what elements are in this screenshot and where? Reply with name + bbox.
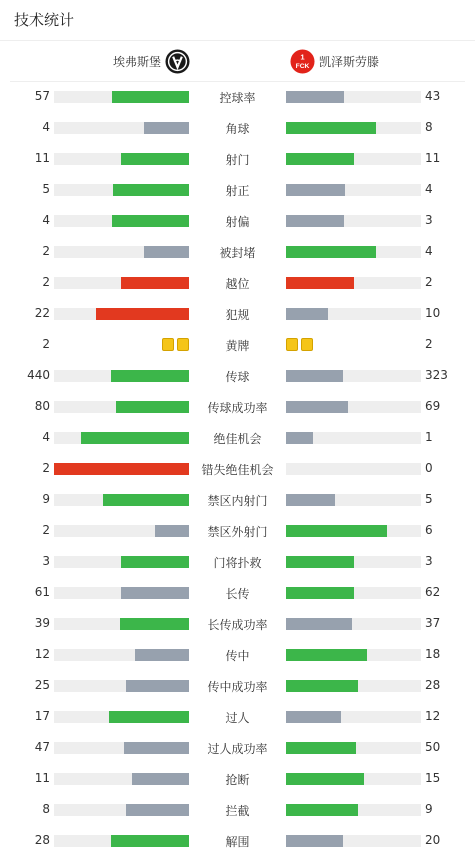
home-stat-bar-fill <box>135 649 189 661</box>
home-stat-bar <box>54 711 189 723</box>
home-stat-bar <box>54 308 189 320</box>
away-stat-bar-fill <box>286 370 343 382</box>
stat-row <box>0 732 475 763</box>
stat-label: 越位 <box>225 277 250 291</box>
stat-label: 黄牌 <box>225 339 250 353</box>
stat-row <box>0 608 475 639</box>
home-stat-value: 28 <box>34 833 50 847</box>
yellow-card-icon <box>162 338 174 351</box>
away-stat-bar <box>286 525 421 537</box>
stat-label: 犯规 <box>225 308 250 322</box>
fck-crest-number: 1 <box>300 52 305 62</box>
stat-row <box>0 763 475 794</box>
home-stat-bar <box>54 432 189 444</box>
away-stat-bar <box>286 649 421 661</box>
home-stat-bar-fill <box>126 804 189 816</box>
stat-row <box>0 546 475 577</box>
home-stat-value: 80 <box>34 399 50 413</box>
home-stat-value: 12 <box>34 647 50 661</box>
away-stat-bar <box>286 463 421 475</box>
away-stat-bar <box>286 804 421 816</box>
stat-row <box>0 205 475 236</box>
away-stat-bar-fill <box>286 804 358 816</box>
home-stat-bar-fill <box>121 556 189 568</box>
away-stat-bar <box>286 680 421 692</box>
home-stat-value: 440 <box>27 368 50 382</box>
home-stat-value: 57 <box>34 89 50 103</box>
away-stat-bar-fill <box>286 277 354 289</box>
away-stat-bar-fill <box>286 246 376 258</box>
home-stat-value: 22 <box>34 306 50 320</box>
away-stat-bar <box>286 401 421 413</box>
home-stat-bar-fill <box>121 153 189 165</box>
home-stat-bar-fill <box>124 742 189 754</box>
away-stat-value: 4 <box>425 244 433 258</box>
stat-row <box>0 267 475 298</box>
away-stat-value: 9 <box>425 802 433 816</box>
away-stat-value: 1 <box>425 430 433 444</box>
stat-label: 控球率 <box>219 91 256 105</box>
home-stat-bar <box>54 804 189 816</box>
home-stat-bar <box>54 246 189 258</box>
stats-list <box>0 81 475 856</box>
stat-label: 禁区内射门 <box>207 494 268 508</box>
home-yellow-cards <box>162 338 189 351</box>
away-stat-value: 0 <box>425 461 433 475</box>
away-stat-value: 15 <box>425 771 441 785</box>
away-stat-value: 4 <box>425 182 433 196</box>
home-stat-bar <box>54 401 189 413</box>
away-stat-bar <box>286 587 421 599</box>
away-stat-bar-fill <box>286 587 354 599</box>
stat-label: 长传 <box>225 587 250 601</box>
away-stat-bar <box>286 277 421 289</box>
home-stat-value: 2 <box>42 461 50 475</box>
stat-row <box>0 112 475 143</box>
away-stat-bar-fill <box>286 773 364 785</box>
home-stat-bar-fill <box>109 711 189 723</box>
home-stat-bar-fill <box>111 370 189 382</box>
home-stat-value: 4 <box>42 120 50 134</box>
away-stat-bar-fill <box>286 494 335 506</box>
away-stat-value: 2 <box>425 337 433 351</box>
home-stat-bar <box>54 122 189 134</box>
away-stat-bar <box>286 835 421 847</box>
home-stat-bar <box>54 525 189 537</box>
home-stat-value: 3 <box>42 554 50 568</box>
away-stat-value: 2 <box>425 275 433 289</box>
home-stat-bar <box>54 587 189 599</box>
home-stat-bar-fill <box>54 463 189 475</box>
away-stat-bar <box>286 153 421 165</box>
stat-label: 传球 <box>225 370 250 384</box>
stat-label: 传球成功率 <box>207 401 268 415</box>
away-stat-bar-fill <box>286 308 328 320</box>
away-stat-value: 10 <box>425 306 441 320</box>
home-stat-value: 2 <box>42 275 50 289</box>
away-stat-bar <box>286 742 421 754</box>
away-stat-value: 3 <box>425 554 433 568</box>
away-stat-bar <box>286 432 421 444</box>
away-stat-value: 11 <box>425 151 441 165</box>
stat-label: 门将扑救 <box>213 556 262 570</box>
away-stat-bar <box>286 91 421 103</box>
home-stat-bar <box>54 153 189 165</box>
away-stat-bar-fill <box>286 91 344 103</box>
stat-label: 长传成功率 <box>207 618 268 632</box>
home-stat-bar <box>54 494 189 506</box>
fck-crest-icon <box>290 49 315 74</box>
away-stat-bar <box>286 215 421 227</box>
stat-row <box>0 236 475 267</box>
away-stat-bar-fill <box>286 525 387 537</box>
stat-label: 抢断 <box>225 773 250 787</box>
away-stat-bar-fill <box>286 184 345 196</box>
home-stat-value: 61 <box>34 585 50 599</box>
away-stat-value: 37 <box>425 616 441 630</box>
away-stat-value: 6 <box>425 523 433 537</box>
stat-row <box>0 701 475 732</box>
stat-row <box>0 484 475 515</box>
home-stat-value: 47 <box>34 740 50 754</box>
stat-label: 射正 <box>225 184 250 198</box>
home-team <box>113 48 190 74</box>
stat-label: 解围 <box>225 835 250 849</box>
away-stat-value: 3 <box>425 213 433 227</box>
away-stat-value: 62 <box>425 585 441 599</box>
away-stat-bar-fill <box>286 711 341 723</box>
away-stat-value: 28 <box>425 678 441 692</box>
stat-label: 拦截 <box>225 804 250 818</box>
home-stat-bar-fill <box>112 215 189 227</box>
stat-row <box>0 143 475 174</box>
stat-label: 传中 <box>225 649 250 663</box>
home-stat-bar-fill <box>121 277 189 289</box>
away-stat-value: 8 <box>425 120 433 134</box>
away-stat-bar <box>286 184 421 196</box>
stat-label: 错失绝佳机会 <box>201 463 274 477</box>
stat-row <box>0 422 475 453</box>
home-stat-bar-fill <box>113 184 189 196</box>
page-title: 技术统计 <box>14 11 75 29</box>
home-stat-value: 9 <box>42 492 50 506</box>
stat-row <box>0 577 475 608</box>
stat-label: 过人成功率 <box>207 742 268 756</box>
away-team-name: 凯泽斯劳滕 <box>319 54 380 69</box>
home-stat-bar-fill <box>81 432 189 444</box>
home-stat-bar-fill <box>96 308 189 320</box>
away-stat-bar-fill <box>286 649 367 661</box>
home-stat-value: 2 <box>42 523 50 537</box>
away-stat-bar-fill <box>286 122 376 134</box>
stat-label: 射门 <box>225 153 250 167</box>
away-team <box>290 48 379 74</box>
home-stat-bar <box>54 184 189 196</box>
away-stat-bar <box>286 618 421 630</box>
away-stat-bar <box>286 556 421 568</box>
home-stat-bar <box>54 370 189 382</box>
home-team-name: 埃弗斯堡 <box>112 54 161 69</box>
home-stat-bar-fill <box>132 773 189 785</box>
away-stat-value: 69 <box>425 399 441 413</box>
home-stat-value: 2 <box>42 244 50 258</box>
away-stat-bar-fill <box>286 215 344 227</box>
away-stat-bar-fill <box>286 153 354 165</box>
stat-row <box>0 360 475 391</box>
home-stat-value: 25 <box>34 678 50 692</box>
home-stat-bar <box>54 835 189 847</box>
home-stat-bar <box>54 649 189 661</box>
header-divider <box>0 40 475 41</box>
home-stat-bar <box>54 773 189 785</box>
away-stat-value: 20 <box>425 833 441 847</box>
yellow-card-icon <box>286 338 298 351</box>
elversberg-crest-icon <box>165 49 190 74</box>
away-stat-value: 43 <box>425 89 441 103</box>
away-stat-bar <box>286 246 421 258</box>
away-stat-bar-fill <box>286 618 352 630</box>
yellow-card-icon <box>301 338 313 351</box>
fck-crest-letters: FCK <box>295 62 310 70</box>
home-stat-value: 11 <box>34 771 50 785</box>
home-stat-bar-fill <box>144 122 189 134</box>
stat-row <box>0 81 475 112</box>
home-stat-bar-fill <box>103 494 189 506</box>
away-stat-bar-fill <box>286 432 313 444</box>
home-stat-value: 2 <box>42 337 50 351</box>
away-stat-value: 5 <box>425 492 433 506</box>
away-stat-bar <box>286 711 421 723</box>
stat-row <box>0 670 475 701</box>
stat-label: 绝佳机会 <box>213 432 262 446</box>
away-stat-bar <box>286 773 421 785</box>
home-stat-bar <box>54 215 189 227</box>
stat-label: 禁区外射门 <box>207 525 268 539</box>
away-stat-bar-fill <box>286 556 354 568</box>
home-stat-value: 17 <box>34 709 50 723</box>
stat-row <box>0 794 475 825</box>
away-stat-value: 50 <box>425 740 441 754</box>
away-stat-bar-fill <box>286 680 358 692</box>
stat-label: 角球 <box>225 122 250 136</box>
away-stat-bar <box>286 122 421 134</box>
stat-row <box>0 515 475 546</box>
away-stat-bar <box>286 370 421 382</box>
home-stat-bar <box>54 556 189 568</box>
away-stat-bar <box>286 308 421 320</box>
stat-row <box>0 298 475 329</box>
home-stat-bar-fill <box>120 618 189 630</box>
away-yellow-cards <box>286 338 313 351</box>
stat-row <box>0 391 475 422</box>
away-stat-bar-fill <box>286 742 356 754</box>
away-stat-bar-fill <box>286 835 343 847</box>
home-stat-bar-fill <box>126 680 189 692</box>
home-stat-bar-fill <box>111 835 189 847</box>
stat-row <box>0 453 475 484</box>
home-stat-bar <box>54 277 189 289</box>
home-stat-bar-fill <box>155 525 189 537</box>
stat-row <box>0 639 475 670</box>
home-stat-bar <box>54 742 189 754</box>
away-stat-bar-fill <box>286 401 348 413</box>
stat-label: 传中成功率 <box>207 680 268 694</box>
yellow-card-icon <box>177 338 189 351</box>
home-stat-bar <box>54 680 189 692</box>
home-stat-value: 4 <box>42 213 50 227</box>
stat-row <box>0 329 475 360</box>
away-stat-bar <box>286 494 421 506</box>
home-stat-bar-fill <box>121 587 189 599</box>
home-stat-bar-fill <box>112 91 189 103</box>
away-stat-value: 323 <box>425 368 448 382</box>
home-stat-bar <box>54 463 189 475</box>
home-stat-bar <box>54 91 189 103</box>
home-stat-value: 8 <box>42 802 50 816</box>
home-stat-value: 11 <box>34 151 50 165</box>
stat-label: 被封堵 <box>219 246 256 260</box>
away-stat-value: 12 <box>425 709 441 723</box>
stat-label: 过人 <box>225 711 250 725</box>
home-stat-value: 5 <box>42 182 50 196</box>
home-stat-value: 39 <box>34 616 50 630</box>
stat-row <box>0 174 475 205</box>
home-stat-value: 4 <box>42 430 50 444</box>
away-stat-value: 18 <box>425 647 441 661</box>
home-stat-bar <box>54 618 189 630</box>
stat-label: 射偏 <box>225 215 250 229</box>
home-stat-bar-fill <box>116 401 189 413</box>
stat-row <box>0 825 475 856</box>
home-stat-bar-fill <box>144 246 189 258</box>
